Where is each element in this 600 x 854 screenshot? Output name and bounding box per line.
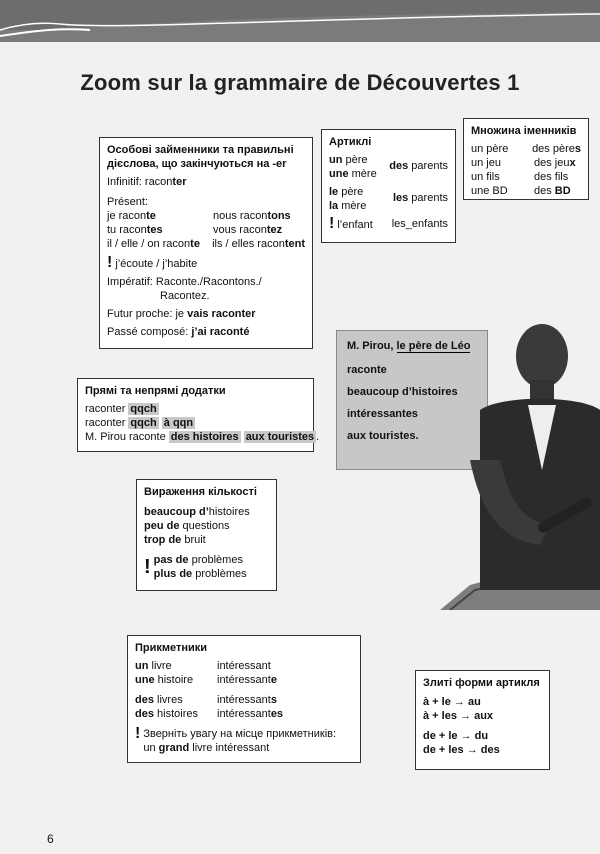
sentence-line: M. Pirou, le père de Léo xyxy=(347,340,471,352)
objects-line: raconter qqch à qqn xyxy=(85,417,194,429)
futur-line: Futur proche: je vais raconter xyxy=(107,308,256,320)
adjective-row: une histoire intéressante xyxy=(135,674,277,686)
pronouns-verbs-box xyxy=(99,137,313,349)
contracted-heading: Злиті форми артикля xyxy=(423,677,540,689)
exclamation-icon: ! xyxy=(135,725,141,742)
quantity-line: beaucoup d’histoires xyxy=(144,506,250,518)
exclamation-icon: ! xyxy=(144,556,151,578)
plural-row: un père des pères xyxy=(471,143,581,155)
page-header-band xyxy=(0,0,600,42)
exclamation-icon: ! xyxy=(329,215,335,232)
conjugation-row: tu racontes vous racontez xyxy=(107,224,283,236)
imperative-line: Impératif: Raconte./Racontons./ xyxy=(107,276,262,288)
contracted-row: à + le → au xyxy=(423,696,481,708)
article-row: une mère xyxy=(329,168,377,180)
conjugation-table xyxy=(107,209,305,251)
adjective-note: ! Зверніть увагу на місце прикметників: un grand livre intéressant xyxy=(135,725,337,754)
objects-line: raconter qqch xyxy=(85,403,157,415)
quantity-line: trop de bruit xyxy=(144,534,206,546)
conjugation-row: je raconte nous racontons xyxy=(107,210,291,222)
plural-heading: Множина іменників xyxy=(471,125,577,137)
quantity-box xyxy=(136,479,277,591)
imperative-line-2: Racontez. xyxy=(160,290,210,302)
sentence-line: aux touristes. xyxy=(347,430,419,442)
header-decoration-icon xyxy=(0,0,600,42)
plural-row: un jeu des jeux xyxy=(471,157,576,169)
page-number: 6 xyxy=(47,832,54,846)
plural-row: un fils des fils xyxy=(471,171,569,183)
contracted-articles-box xyxy=(415,670,550,770)
contracted-row: à + les → aux xyxy=(423,710,494,722)
article-row: la mère xyxy=(329,200,367,212)
man-illustration-icon xyxy=(440,310,600,610)
contracted-row: de + les → des xyxy=(423,744,500,756)
sentence-line: raconte xyxy=(347,364,387,376)
conjugation-row: il / elle / on raconte ils / elles racontent xyxy=(107,238,305,250)
present-label: Présent: xyxy=(107,196,148,208)
article-row: un père des parents xyxy=(329,154,448,172)
note-line: ! j’écoute / j’habite xyxy=(107,254,198,271)
quantity-note: ! pas de problèmes plus de problèmes xyxy=(144,554,247,580)
article-row: le père les parents xyxy=(329,186,448,204)
adjectives-heading: Прикметники xyxy=(135,642,208,654)
articles-box xyxy=(321,129,456,243)
quantity-heading: Вираження кількості xyxy=(144,486,257,498)
article-row-enfant: ! l’enfant les_enfants xyxy=(329,215,448,232)
page-title: Zoom sur la grammaire de Découvertes 1 xyxy=(80,70,520,95)
contracted-row: de + le → du xyxy=(423,730,489,742)
adjective-row: un livre intéressant xyxy=(135,660,271,672)
objects-box xyxy=(77,378,320,452)
plural-nouns-box xyxy=(463,118,589,200)
objects-heading: Прямі та непрямі додатки xyxy=(85,385,226,397)
adjectives-box xyxy=(127,635,361,763)
objects-line: M. Pirou raconte des histoires aux touristes . xyxy=(85,431,320,443)
passe-line: Passé composé: j’ai raconté xyxy=(107,326,250,338)
adjective-row: des histoires intéressantes xyxy=(135,708,284,720)
articles-heading: Артиклі xyxy=(329,136,372,148)
exclamation-icon: ! xyxy=(107,254,113,271)
sentence-line: beaucoup d’histoires xyxy=(347,386,458,398)
adjective-row: des livres intéressants xyxy=(135,694,277,706)
plural-row: une BD des BD xyxy=(471,185,571,197)
quantity-line: peu de questions xyxy=(144,520,230,532)
sentence-line: intéressantes xyxy=(347,408,418,420)
infinitive-line: Infinitif: raconter xyxy=(107,176,187,188)
pronouns-heading: Особові займенники та правильні дієслова, що закінчуються на -er xyxy=(107,144,294,170)
